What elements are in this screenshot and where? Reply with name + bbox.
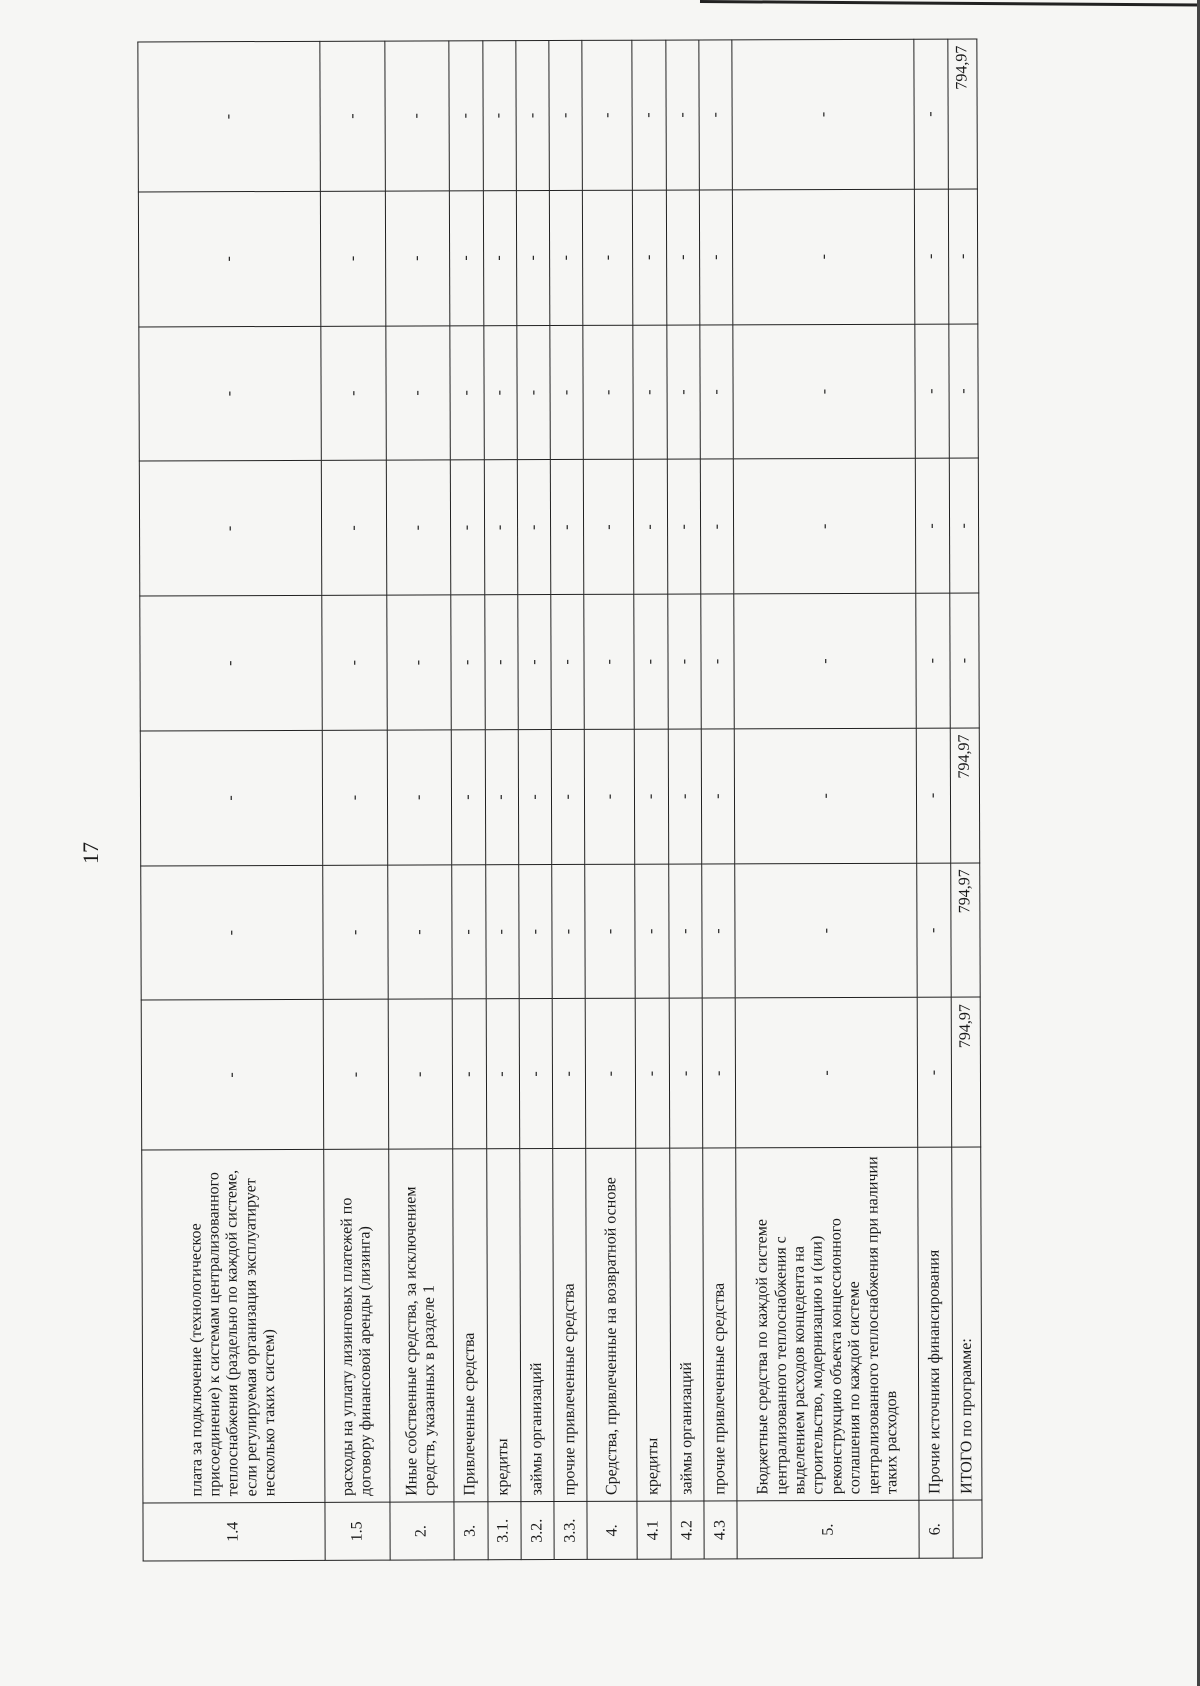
- value-cell: -: [634, 594, 668, 729]
- value-cell: -: [140, 730, 323, 865]
- table-row: [666, 40, 705, 1559]
- value-cell: -: [552, 999, 586, 1149]
- value-cell: -: [387, 865, 452, 1000]
- value-cell: -: [633, 190, 667, 325]
- value-cell: -: [666, 190, 700, 325]
- row-label: Прочие источники финансирования: [918, 1147, 953, 1500]
- value-cell: -: [667, 459, 701, 594]
- value-cell: -: [451, 730, 485, 865]
- value-cell: -: [585, 864, 635, 999]
- table-row: [632, 40, 671, 1559]
- value-cell: -: [582, 40, 632, 190]
- value-cell: -: [387, 730, 452, 865]
- value-cell: -: [138, 191, 321, 326]
- value-cell: -: [485, 864, 519, 999]
- row-label: Бюджетные средства по каждой системе централизованного теплоснабжения с выделением расходов концедента на строительство, модернизацию и (или) реконструкцию объекта концессионного соглашения по каждой системе централизованного теплоснабжения при наличии таких расходов: [736, 1148, 919, 1502]
- value-cell: -: [735, 998, 918, 1148]
- value-cell: -: [699, 190, 733, 325]
- value-cell: -: [450, 191, 484, 326]
- value-cell: 794,97: [948, 39, 978, 189]
- value-cell: -: [699, 40, 733, 190]
- value-cell: -: [388, 999, 453, 1149]
- row-label: плата за подключение (технологическое присоединение) к системам централизованного теплоснабжения (раздельно по каждой системе, если регулируемая организация эксплуатирует несколько таких систем): [142, 1150, 325, 1504]
- value-cell: -: [516, 41, 550, 191]
- value-cell: -: [385, 191, 450, 326]
- row-number: [953, 1500, 982, 1558]
- value-cell: -: [917, 863, 951, 998]
- row-number: 3.1.: [487, 1502, 520, 1560]
- value-cell: -: [916, 459, 950, 594]
- value-cell: 794,97: [951, 998, 981, 1148]
- row-label: кредиты: [636, 1148, 671, 1501]
- value-cell: -: [385, 41, 450, 191]
- row-label: расходы на уплату лизинговых платежей по договору финансовой аренды (лизинга): [324, 1149, 390, 1502]
- table-row: [385, 41, 455, 1560]
- value-cell: -: [915, 189, 949, 324]
- value-cell: -: [702, 864, 736, 999]
- value-cell: -: [323, 865, 388, 1000]
- value-cell: -: [386, 595, 451, 730]
- value-cell: -: [635, 729, 669, 864]
- value-cell: -: [518, 729, 552, 864]
- value-cell: 794,97: [950, 728, 980, 863]
- value-cell: -: [916, 593, 950, 728]
- table-row: [699, 40, 738, 1559]
- value-cell: -: [634, 459, 668, 594]
- table-row: [914, 39, 953, 1558]
- value-cell: -: [519, 999, 553, 1149]
- value-cell: -: [451, 595, 485, 730]
- value-cell: -: [700, 459, 734, 594]
- value-cell: -: [702, 998, 736, 1148]
- value-cell: -: [550, 325, 584, 460]
- value-cell: -: [701, 594, 735, 729]
- row-label: прочие привлеченные средства: [703, 1148, 738, 1501]
- table-row: [449, 41, 488, 1560]
- row-number: 1.4: [143, 1503, 325, 1561]
- value-cell: -: [139, 461, 322, 596]
- value-cell: -: [668, 729, 702, 864]
- table-row: [948, 39, 983, 1558]
- scan-top-edge: [700, 0, 1200, 22]
- value-cell: -: [322, 595, 387, 730]
- row-number: 4.2: [671, 1501, 704, 1559]
- table-row: [549, 40, 588, 1559]
- row-label: Средства, привлеченные на возвратной основе: [586, 1148, 637, 1501]
- value-cell: -: [583, 325, 633, 460]
- value-cell: -: [450, 325, 484, 460]
- row-number: 3.2.: [521, 1502, 554, 1560]
- value-cell: -: [482, 41, 516, 191]
- financing-table: [137, 39, 982, 1562]
- value-cell: -: [141, 1000, 324, 1150]
- value-cell: -: [321, 460, 386, 595]
- value-cell: -: [635, 864, 669, 999]
- value-cell: 794,97: [950, 863, 980, 998]
- value-cell: -: [585, 729, 635, 864]
- row-number: 4.3: [704, 1501, 737, 1559]
- value-cell: -: [449, 41, 483, 191]
- row-number: 3.3.: [554, 1502, 587, 1560]
- row-label: Привлеченные средства: [453, 1149, 488, 1502]
- page-number: 17: [78, 842, 103, 864]
- value-cell: -: [549, 40, 583, 190]
- row-label: прочие привлеченные средства: [553, 1149, 588, 1502]
- value-cell: -: [584, 460, 634, 595]
- value-cell: -: [138, 41, 321, 191]
- value-cell: -: [451, 460, 485, 595]
- value-cell: -: [485, 730, 519, 865]
- table-row: [582, 40, 637, 1559]
- row-number: 4.1: [637, 1501, 670, 1559]
- value-cell: -: [915, 324, 949, 459]
- value-cell: -: [583, 190, 633, 325]
- value-cell: -: [700, 324, 734, 459]
- value-cell: -: [139, 326, 322, 461]
- value-cell: -: [668, 864, 702, 999]
- value-cell: -: [632, 40, 666, 190]
- value-cell: -: [914, 39, 948, 189]
- value-cell: -: [949, 458, 979, 593]
- value-cell: -: [949, 593, 979, 728]
- value-cell: -: [584, 594, 634, 729]
- value-cell: -: [667, 594, 701, 729]
- value-cell: -: [452, 999, 486, 1149]
- value-cell: -: [666, 40, 700, 190]
- value-cell: -: [483, 325, 517, 460]
- rotated-page: [137, 39, 982, 1562]
- row-number: 1.5: [325, 1502, 390, 1560]
- value-cell: -: [516, 190, 550, 325]
- row-number: 4.: [587, 1501, 637, 1559]
- value-cell: -: [323, 1000, 388, 1150]
- value-cell: -: [550, 460, 584, 595]
- table-row: [516, 41, 555, 1560]
- row-number: 6.: [919, 1500, 952, 1558]
- value-cell: -: [701, 729, 735, 864]
- row-label: займы организаций: [669, 1148, 704, 1501]
- row-number: 2.: [390, 1502, 455, 1560]
- value-cell: -: [949, 324, 979, 459]
- value-cell: -: [551, 729, 585, 864]
- value-cell: -: [320, 41, 385, 191]
- row-label: Иные собственные средства, за исключением средств, указанных в разделе 1: [388, 1149, 454, 1502]
- table-wrapper: [137, 39, 982, 1562]
- value-cell: -: [918, 998, 952, 1148]
- value-cell: -: [735, 863, 918, 998]
- value-cell: -: [483, 190, 517, 325]
- value-cell: -: [322, 730, 387, 865]
- value-cell: -: [484, 595, 518, 730]
- value-cell: -: [732, 39, 915, 189]
- value-cell: -: [734, 593, 917, 728]
- table-row: [138, 41, 325, 1561]
- value-cell: -: [452, 864, 486, 999]
- value-cell: -: [633, 325, 667, 460]
- value-cell: -: [321, 191, 386, 326]
- row-label: займы организаций: [520, 1149, 555, 1502]
- row-label: ИТОГО по программе:: [951, 1147, 982, 1500]
- value-cell: -: [518, 595, 552, 730]
- value-cell: -: [733, 324, 916, 459]
- row-number: 3.: [454, 1502, 487, 1560]
- row-number: 5.: [737, 1500, 919, 1558]
- value-cell: -: [586, 999, 636, 1149]
- value-cell: -: [386, 460, 451, 595]
- table-row: [482, 41, 521, 1560]
- value-cell: -: [141, 865, 324, 1000]
- value-cell: -: [140, 595, 323, 730]
- value-cell: -: [733, 189, 916, 324]
- value-cell: -: [734, 459, 917, 594]
- value-cell: -: [636, 999, 670, 1149]
- value-cell: -: [386, 325, 451, 460]
- value-cell: -: [484, 460, 518, 595]
- value-cell: -: [666, 325, 700, 460]
- value-cell: -: [948, 189, 978, 324]
- value-cell: -: [917, 728, 951, 863]
- row-label: кредиты: [486, 1149, 521, 1502]
- value-cell: -: [486, 999, 520, 1149]
- table-row: [732, 39, 919, 1559]
- table-row: [320, 41, 390, 1560]
- value-cell: -: [517, 325, 551, 460]
- value-cell: -: [517, 460, 551, 595]
- value-cell: -: [669, 999, 703, 1149]
- value-cell: -: [552, 864, 586, 999]
- value-cell: -: [519, 864, 553, 999]
- value-cell: -: [321, 326, 386, 461]
- value-cell: -: [551, 595, 585, 730]
- value-cell: -: [549, 190, 583, 325]
- value-cell: -: [735, 728, 918, 863]
